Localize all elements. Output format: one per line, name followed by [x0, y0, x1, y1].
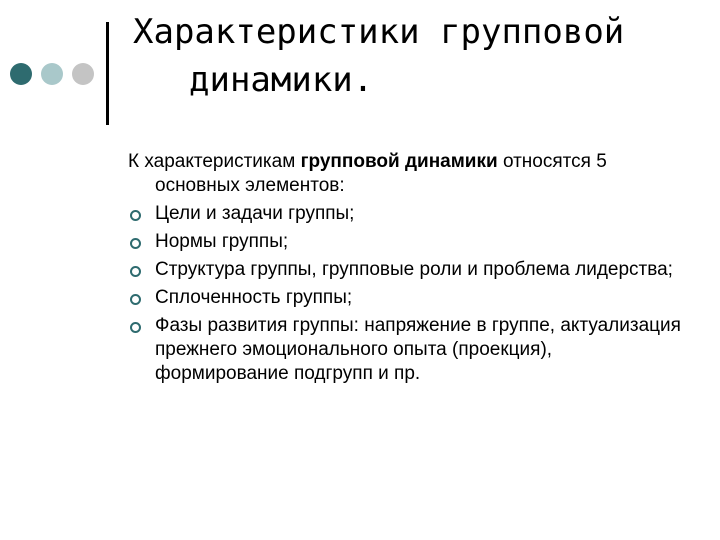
list-item-text: Цели и задачи группы; [155, 203, 355, 224]
list-item [128, 230, 688, 254]
circle-bullet-icon [130, 322, 141, 333]
list-item [128, 258, 688, 282]
circle-bullet-icon [130, 266, 141, 277]
slide-body [128, 150, 688, 390]
decorative-dots [10, 63, 100, 85]
list-item [128, 314, 688, 386]
intro-bold: групповой динамики [300, 151, 498, 172]
circle-bullet-icon [130, 238, 141, 249]
slide-title [133, 8, 624, 104]
list-item [128, 202, 688, 226]
bullet-list [128, 202, 688, 386]
title-line-1: Характеристики групповой [133, 12, 625, 52]
list-item-text: Фазы развития группы: напряжение в группе, актуализация прежнего эмоционального опыта (проекция), формирование подгрупп и пр. [155, 315, 681, 384]
intro-prefix: К характеристикам [128, 151, 301, 172]
gray-dot [72, 63, 94, 85]
intro-paragraph [128, 150, 688, 198]
list-item [128, 286, 688, 310]
light-teal-dot [41, 63, 63, 85]
intro-suffix: относятся 5 основных элементов: [155, 151, 607, 196]
list-item-text: Нормы группы; [155, 231, 289, 252]
title-line-2: динамики. [189, 60, 374, 100]
circle-bullet-icon [130, 210, 141, 221]
list-item-text: Структура группы, групповые роли и проблема лидерства; [155, 259, 673, 280]
list-item-text: Сплоченность группы; [155, 287, 353, 308]
vertical-divider [106, 22, 109, 125]
circle-bullet-icon [130, 294, 141, 305]
dark-teal-dot [10, 63, 32, 85]
